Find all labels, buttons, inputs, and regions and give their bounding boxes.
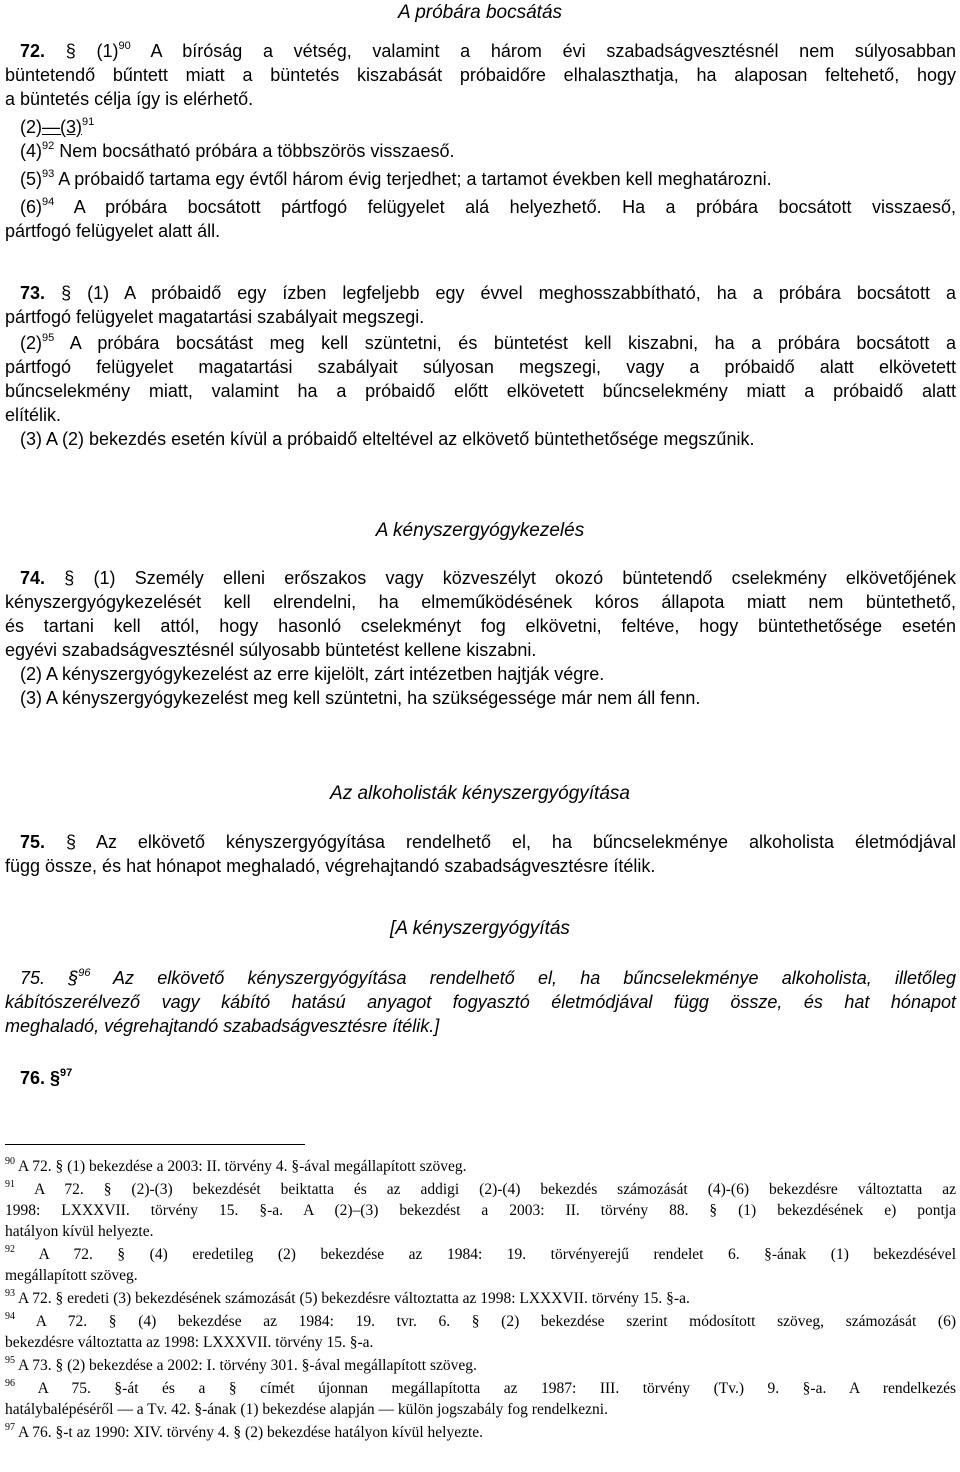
- footnote-text-line: hatálybalépéséről — a Tv. 42. §-ának (1) bekezdése alapján — külön jogszabály fog rendelkezni.: [5, 1401, 608, 1418]
- section-sign: §: [50, 1068, 61, 1088]
- text-line: [5, 139, 956, 163]
- text-run: A próbára bocsátást meg kell szüntetni, és büntetést kell kiszabni, ha a próbára bocsátott a: [54, 333, 956, 353]
- text-line: pártfogó felügyelet magatartási szabályait megszegi.: [5, 307, 425, 327]
- footnote-93: [5, 1288, 956, 1309]
- footnote-text: A 75. §-át és a § címét újonnan megállapította az 1987: III. törvény (Tv.) 9. §-a. A rendelkezés: [15, 1380, 956, 1397]
- section-sign: §: [61, 283, 72, 303]
- text-run: (1) A próbaidő egy ízben legfeljebb egy évvel meghosszabbítható, ha a próbára bocsátott a: [71, 283, 956, 303]
- text-line: kényszergyógykezelését kell elrendelni, ha elmeműködésének kóros állapota miatt nem büntethető,: [5, 592, 956, 612]
- section-number: 76.: [20, 1068, 51, 1088]
- footnote-text: A 76. §-t az 1990: XIV. törvény 4. § (2) bekezdése hatályon kívül helyezte.: [15, 1424, 484, 1441]
- section-number: 72.: [20, 41, 66, 61]
- text-line: [5, 195, 956, 219]
- text-line: [5, 115, 956, 139]
- footnote-ref-93[interactable]: 93: [42, 168, 55, 180]
- text-line: elítélik.: [5, 405, 62, 425]
- footnote-ref-91[interactable]: 91: [82, 116, 95, 128]
- section-sign: §: [65, 41, 76, 61]
- section-heading-probation: A próbára bocsátás: [397, 2, 563, 23]
- section-sign: §: [68, 968, 79, 988]
- text-line: bűncselekmény miatt, valamint ha a próbaidő előtt elkövetett bűncselekmény miatt a próbaidő alatt: [5, 381, 956, 401]
- footnote-number: 97: [5, 1422, 15, 1433]
- text-line: (2) A kényszergyógykezelést az erre kijelölt, zárt intézetben hajtják végre.: [20, 664, 605, 684]
- text-line: [5, 830, 956, 854]
- footnote-ref-92[interactable]: 92: [42, 140, 55, 152]
- footnote-92: [5, 1244, 956, 1265]
- footnote-text: A 73. § (2) bekezdése a 2002: I. törvény 301. §-ával megállapított szöveg.: [15, 1357, 477, 1374]
- text-line: [5, 167, 956, 191]
- paragraph-75-old: [5, 966, 956, 1038]
- text-line: meghaladó, végrehajtandó szabadságvesztésre ítélik.]: [5, 1016, 440, 1036]
- text-run: (1): [75, 41, 119, 61]
- text-line: pártfogó felügyelet alatt áll.: [5, 221, 221, 241]
- footnote-text: A 72. § (2)-(3) bekezdését beiktatta és az addigi (2)-(4) bekezdés számozását (4)-(6) bekezdésre változtatta az: [15, 1181, 956, 1198]
- paragraph-72: [5, 39, 956, 243]
- text-run: (6): [20, 197, 42, 217]
- footnote-number: 90: [5, 1156, 15, 1167]
- section-number: 73.: [20, 283, 62, 303]
- footnote-94: [5, 1311, 956, 1332]
- footnote-number: 94: [5, 1311, 15, 1322]
- text-line: a büntetés célja így is elérhető.: [5, 89, 254, 109]
- footnote-text-line: hatályon kívül helyezte.: [5, 1223, 154, 1240]
- text-line: [5, 566, 956, 590]
- text-run: Az elkövető kényszergyógyítása rendelhető el, ha bűncselekménye alkoholista életmódjával: [76, 832, 956, 852]
- text-run: —(3): [42, 117, 82, 137]
- text-line: büntetendő bűntett miatt a büntetés kiszabását próbaidőre elhalaszthatja, ha alaposan feltehető, hogy: [5, 65, 956, 85]
- footnote-number: 96: [5, 1378, 15, 1389]
- footnote-ref-90[interactable]: 90: [118, 40, 131, 52]
- text-line: [5, 39, 956, 63]
- footnote-divider: [5, 1144, 305, 1145]
- footnote-ref-94[interactable]: 94: [42, 196, 55, 208]
- text-run: 75.: [20, 968, 69, 988]
- footnote-ref-97[interactable]: 97: [60, 1067, 73, 1079]
- footnote-text: A 72. § eredeti (3) bekezdésének számozását (5) bekezdésre változtatta az 1998: LXXXVII. törvény 15. §-a.: [15, 1290, 690, 1307]
- text-line: (3) A (2) bekezdés esetén kívül a próbaidő elteltével az elkövető büntethetősége megszűnik.: [20, 429, 755, 449]
- text-line: [5, 966, 956, 990]
- section-sign: §: [65, 832, 76, 852]
- section-heading-forced-treatment: A kényszergyógykezelés: [375, 520, 585, 541]
- text-run: (2): [20, 333, 42, 353]
- text-run: A próbára bocsátott pártfogó felügyelet alá helyezhető. Ha a próbára bocsátott visszaeső,: [54, 197, 956, 217]
- paragraph-74: [5, 566, 956, 710]
- section-number: 74.: [20, 568, 65, 588]
- footnote-number: 91: [5, 1179, 15, 1190]
- text-line: kábítószerélvező vagy kábító hatású anyagot fogyasztó életmódjával függ össze, és hat hónapot: [5, 992, 956, 1012]
- text-run: (5): [20, 169, 42, 189]
- footnote-number: 92: [5, 1244, 15, 1255]
- footnote-text: A 72. § (4) eredetileg (2) bekezdése az 1984: 19. törvényerejű rendelet 6. §-ának (1) bekezdésével: [15, 1246, 956, 1263]
- footnote-96: [5, 1378, 956, 1399]
- footnote-90: [5, 1156, 956, 1177]
- text-run: Nem bocsátható próbára a többszörös visszaeső.: [54, 141, 455, 161]
- footnote-number: 95: [5, 1355, 15, 1366]
- paragraph-76: [5, 1066, 956, 1090]
- section-sign: §: [64, 568, 75, 588]
- text-line: és tartani kell attól, hogy hasonló cselekményt fog elkövetni, feltéve, hogy büntethetősége esetén: [5, 616, 956, 636]
- text-line: [5, 331, 956, 355]
- footnote-text-line: bekezdésre változtatta az 1998: LXXXVII. törvény 15. §-a.: [5, 1334, 374, 1351]
- footnote-97: [5, 1422, 956, 1443]
- text-line: pártfogó felügyelet magatartási szabályait súlyosan megszegi, vagy a próbaidő alatt elkövetett: [5, 357, 956, 377]
- footnote-ref-95[interactable]: 95: [42, 332, 55, 344]
- footnote-text: A 72. § (4) bekezdése az 1984: 19. tvr. 6. § (2) bekezdése szerint módosított szöveg, számozását (6): [15, 1313, 956, 1330]
- footnote-91: [5, 1179, 956, 1200]
- footnotes: [5, 1156, 956, 1443]
- section-heading-alcoholics: Az alkoholisták kényszergyógyítása: [330, 783, 630, 804]
- text-run: (1) Személy elleni erőszakos vagy közveszélyt okozó büntetendő cselekmény elkövetőjének: [74, 568, 956, 588]
- section-heading-forced-cure: [A kényszergyógyítás: [390, 918, 570, 939]
- text-line: függ össze, és hat hónapot meghaladó, végrehajtandó szabadságvesztésre ítélik.: [5, 856, 656, 876]
- text-run: Az elkövető kényszergyógyítása rendelhető el, ha bűncselekménye alkoholista, illetőleg: [90, 968, 956, 988]
- text-run: (4): [20, 141, 42, 161]
- footnote-95: [5, 1355, 956, 1376]
- footnote-ref-96[interactable]: 96: [78, 967, 91, 979]
- text-line: [5, 281, 956, 305]
- text-run: A próbaidő tartama egy évtől három évig terjedhet; a tartamot években kell meghatározni.: [54, 169, 772, 189]
- text-run: A bíróság a vétség, valamint a három évi szabadságvesztésnél nem súlyosabban: [130, 41, 956, 61]
- footnote-text: A 72. § (1) bekezdése a 2003: II. törvény 4. §-ával megállapított szöveg.: [15, 1158, 467, 1175]
- paragraph-73: [5, 281, 956, 451]
- footnote-text-line: megállapított szöveg.: [5, 1267, 138, 1284]
- section-number: 75.: [20, 832, 66, 852]
- paragraph-75: [5, 830, 956, 878]
- footnote-number: 93: [5, 1288, 15, 1299]
- text-line: (3) A kényszergyógykezelést meg kell szüntetni, ha szükségessége már nem áll fenn.: [20, 688, 701, 708]
- text-run: (2): [20, 117, 42, 137]
- text-line: egyévi szabadságvesztésnél súlyosabb büntetést kellene kiszabni.: [5, 640, 537, 660]
- footnote-text-line: 1998: LXXXVII. törvény 15. §-a. A (2)–(3) bekezdést a 2003: II. törvény 88. § (1) bekezdésének e) pontja: [5, 1202, 956, 1219]
- text-line: [5, 1066, 956, 1090]
